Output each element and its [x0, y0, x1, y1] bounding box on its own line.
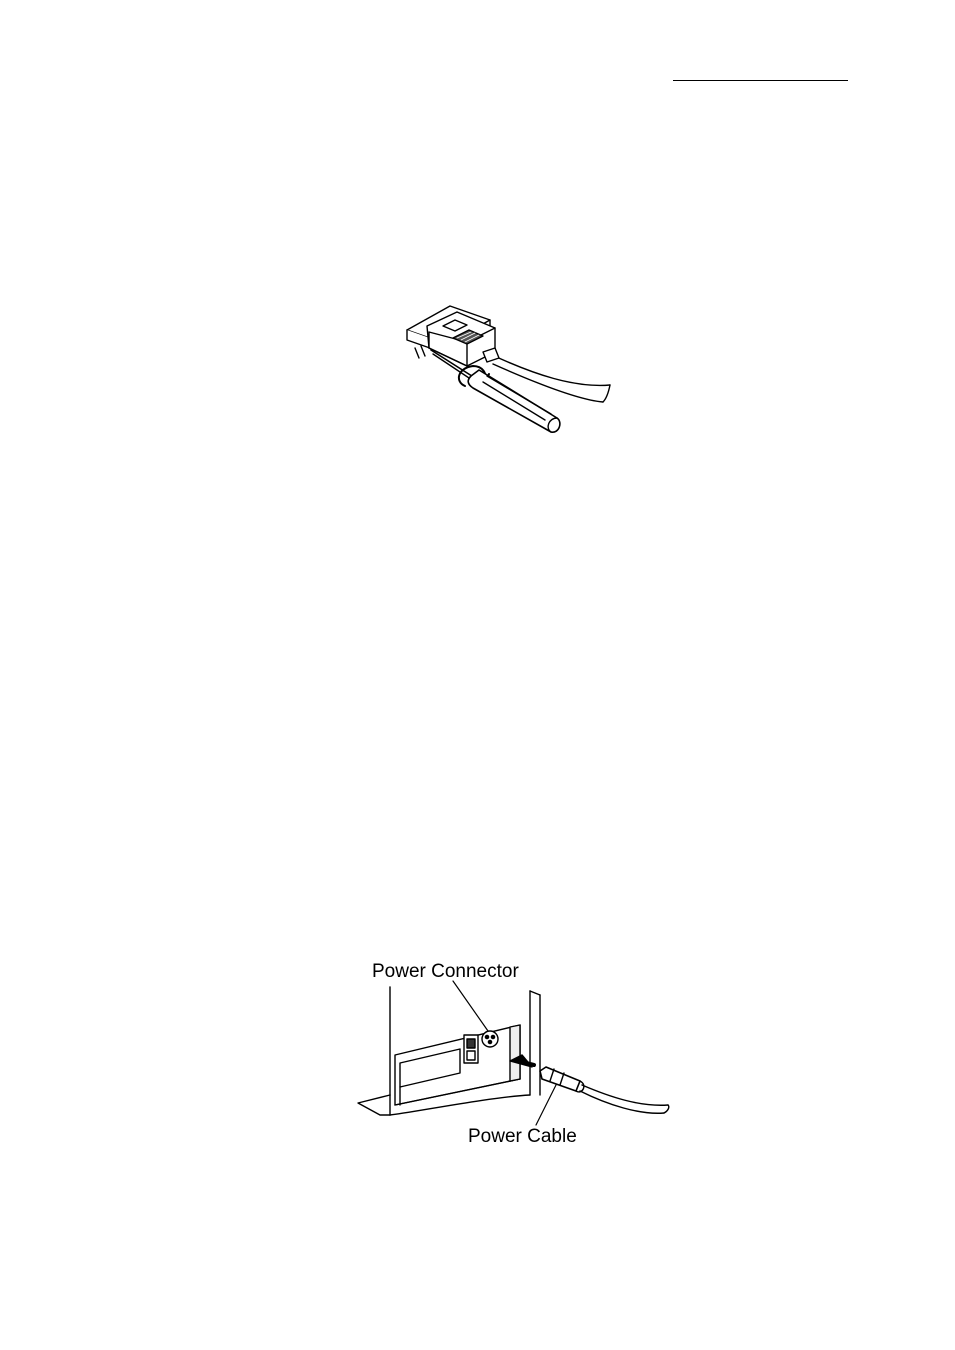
power-connector-label: Power Connector [372, 961, 519, 982]
power-cable-line [582, 1085, 668, 1105]
power-cable-illustration [350, 955, 680, 1155]
power-plug [540, 1067, 580, 1091]
rear-panel [395, 1025, 520, 1105]
header-rule [673, 80, 848, 81]
cable-line [490, 354, 610, 385]
connector-screwdriver-illustration [395, 290, 630, 440]
power-cable-label: Power Cable [468, 1126, 577, 1147]
power-connector-socket [482, 1031, 498, 1047]
cable-leader-line [536, 1085, 556, 1125]
connector-leader-line [453, 981, 488, 1031]
